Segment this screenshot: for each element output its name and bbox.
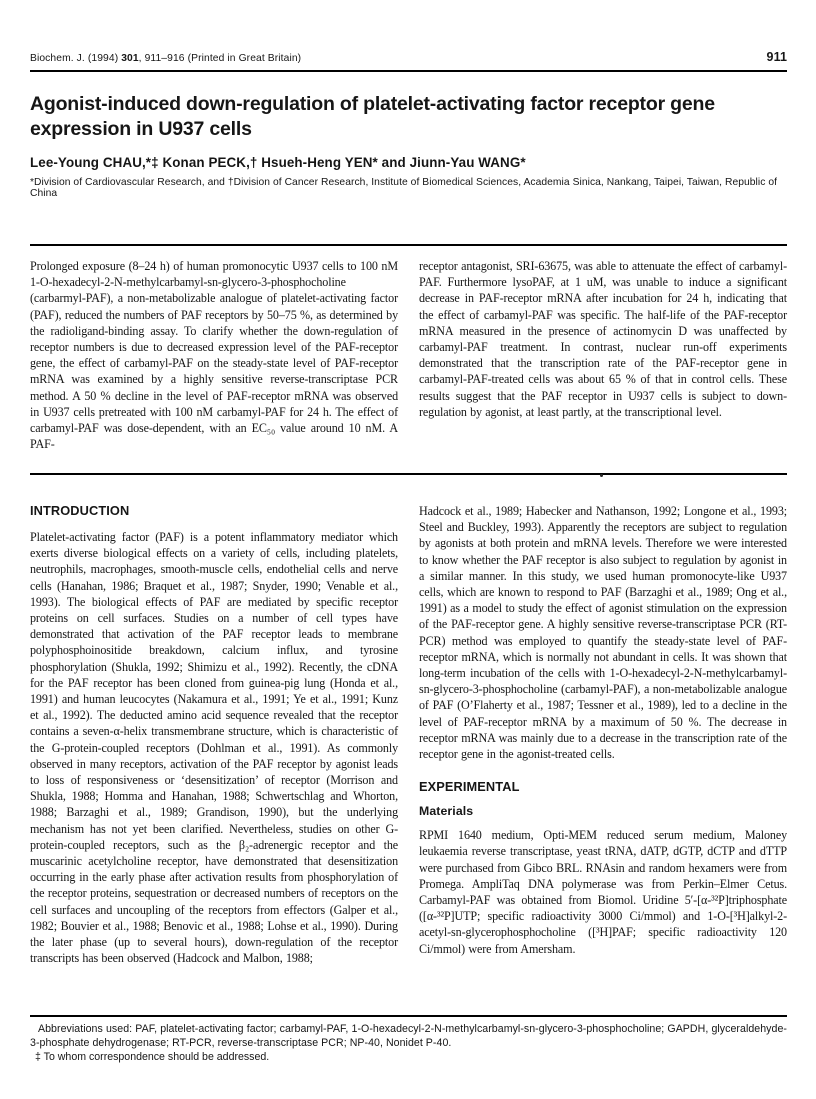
materials-paragraph: RPMI 1640 medium, Opti-MEM reduced serum medium, Maloney leukaemia reverse transcriptase, yeast tRNA, dATP, dGTP, dCTP and dTTP were purchased from Gibco BRL. RNAsin and random hexamers were from Promega. AmpliTaq DNA polymerase was from Perkin–Elmer Cetus. Carbamyl-PAF was obtained from Biomol. Uridine 5′-[α-³²P]triphosphate ([α-³²P]UTP; specific radioactivity 3000 Ci/mmol) and 1-O-[³H]alkyl-2-acetyl-sn-glycerophosphocholine ([³H]PAF; specific radioactivity 120 Ci/mmol) were from Amersham. <box>419 828 787 956</box>
materials-heading: Materials <box>419 804 474 819</box>
introduction-paragraph-left: Platelet-activating factor (PAF) is a potent inflammatory mediator which exerts diverse biological effects on a variety of cells, including platelets, neutrophils, macrophages, smooth-muscle cells, endothelial cells and nerve cells (Hanahan, 1986; Braquet et al., 1987; Snyder, 1990; Venable et al., 1993). The biological effects of PAF are mediated by specific receptor proteins on cell surfaces. Studies on a number of cell types have demonstrated that activation of the PAF receptor leads to membrane polyphosphoinositide breakdown, calcium influx, and tyrosine phosphorylation (Shukla, 1992; Shimizu et al., 1992). Recently, the cDNA for the PAF receptor has been cloned from guinea-pig lung (Honda et al., 1991) and human leucocytes (Nakamura et al., 1991; Ye et al., 1991; Kunz et al., 1992). The deducted amino acid sequence revealed that the receptor contains a seven-α-helix transmembrane structure, which is characteristic of the G-protein-coupled receptors (Dohlman et al., 1991). As commonly observed in many receptors, activation of the PAF receptor by agonist leads to loss of responsiveness or ‘desensitization’ of receptor (Morrison and Shukla, 1988; Homma and Hanahan, 1988; Schwertschlag and Whorton, 1988; Barzaghi et al., 1989; Grandison, 1990), but the underlying mechanism has not yet been clarified. Nevertheless, studies on other G-protein-coupled receptors, such as the β₂-adrenergic receptor and the muscarinic acetylcholine receptor, have demonstrated that desensitization occurring in the early phase after activation results from phosphorylation of the receptor proteins, sequestration or decreased numbers of receptors on the cell surfaces and uncoupling of the receptors from effectors (Galper et al., 1982; Bouvier et al., 1988; Benovic et al., 1988; Lohse et al., 1990). During the later phase (up to several hours), down-regulation of the receptor transcripts has been observed (Hadcock and Malbon, 1988; <box>30 530 398 966</box>
horizontal-rule-below-abstract <box>30 473 787 475</box>
main-body-section <box>30 503 787 1019</box>
horizontal-rule-above-abstract <box>30 244 787 246</box>
journal-citation-suffix: , 911–916 (Printed in Great Britain) <box>138 53 302 64</box>
abstract-section <box>30 258 787 465</box>
introduction-heading: INTRODUCTION <box>30 503 130 518</box>
author-line: Lee-Young CHAU,*‡ Konan PECK,† Hsueh-Heng YEN* and Jiunn-Yau WANG* <box>30 155 526 170</box>
main-column-left <box>30 503 398 1019</box>
abstract-column-left: Prolonged exposure (8–24 h) of human promonocytic U937 cells to 100 nM 1-O-hexadecyl-2-N-methylcarbamyl-sn-glycero-3-phosphocholine (carbarmyl-PAF), a non-metabolizable analogue of platelet-activating factor (PAF), reduced the numbers of PAF receptors by 50–75 %, as determined by the radioligand-binding assay. To clarify whether the down-regulation of receptor numbers is due to decreased expression level of the PAF-receptor gene, the effect of carbamyl-PAF on the steady-state level of PAF-receptor mRNA was examined by a highly sensitive reverse-transcriptase PCR method. A 50 % decline in the level of PAF-receptor mRNA was observed in U937 cells pretreated with 100 nM carbamyl-PAF for 24 h. The effect of carbamyl-PAF was dose-dependent, with an EC₅₀ value around 10 nM. A PAF- <box>30 259 398 452</box>
affiliation-line: *Division of Cardiovascular Research, and †Division of Cancer Research, Institute of Biomedical Sciences, Academia Sinica, Nankang, Taipei, Taiwan, Republic of China <box>30 177 778 199</box>
abstract-column-right: receptor antagonist, SRI-63675, was able to attenuate the effect of carbamyl-PAF. Furthermore lysoPAF, at 1 uM, was unable to induce a significant decrease in PAF-receptor mRNA after incubation for 24 h, indicating that the effect of carbamyl-PAF was specific. The half-life of the PAF-receptor mRNA measured in the presence of actinomycin D was unaffected by carbamyl-PAF treatment. In contrast, nuclear run-off experiments demonstrated that the transcription rate of the PAF-receptor gene in carbamyl-PAF-treated cells was about 65 % of that in control cells. These results suggest that the PAF receptor in U937 cells is subject to down-regulation by agonist, at least partly, at the transcriptional level. <box>419 259 787 419</box>
journal-citation-prefix: Biochem. J. (1994) <box>30 53 122 64</box>
journal-citation <box>30 53 301 64</box>
introduction-paragraph-right: Hadcock et al., 1989; Habecker and Nathanson, 1992; Longone et al., 1993; Steel and Buckley, 1993). Apparently the receptors are subject to regulation by agonists at both protein and mRNA levels. Therefore we were interested to know whether the PAF receptor is also subject to regulation by agonist in a similar manner. In this study, we used human promonocyte-like U937 cells, which are known to respond to PAF (Barzaghi et al., 1989; Ong et al., 1991) as a model to study the effect of agonist stimulation on the expression of the PAF-receptor gene. A highly sensitive reverse-transcriptase PCR (RT-PCR) method was employed to quantify the steady-state level of PAF-receptor mRNA, which is normally not abundant in cells. It was shown that long-term incubation of the cells with 1-O-hexadecyl-2-N-methylcarbamyl-sn-glycero-3-phosphocholine (carbamyl-PAF), a non-metabolizable analogue of PAF (O’Flaherty et al., 1987; Tessner et al., 1989), led to a decline in the level of PAF-receptor mRNA by a maximum of 50 %. The decrease in receptor mRNA was mainly due to a decrease in the transcription rate of the receptor gene in the agonist-treated cells. <box>419 504 787 762</box>
article-title: Agonist-induced down-regulation of platelet-activating factor receptor gene expression in U937 cells <box>30 93 715 140</box>
correspondence-note: ‡ To whom correspondence should be addressed. <box>35 1050 270 1063</box>
journal-volume: 301 <box>121 53 139 64</box>
experimental-heading: EXPERIMENTAL <box>419 779 520 795</box>
horizontal-rule-footnote <box>30 1015 787 1017</box>
page-number: 911 <box>766 50 787 64</box>
main-column-right <box>419 503 787 1019</box>
running-header <box>30 50 787 64</box>
footnote-section <box>30 1015 787 1099</box>
scan-speck-artifact <box>600 474 603 477</box>
horizontal-rule-header <box>30 70 787 72</box>
abbreviations-note: Abbreviations used: PAF, platelet-activating factor; carbamyl-PAF, 1-O-hexadecyl-2-N-methylcarbamyl-sn-glycero-3-phosphocholine; GAPDH, glyceraldehyde-3-phosphate dehydrogenase; RT-PCR, reverse-transcriptase PCR; NP-40, Nonidet P-40. <box>30 1023 787 1049</box>
